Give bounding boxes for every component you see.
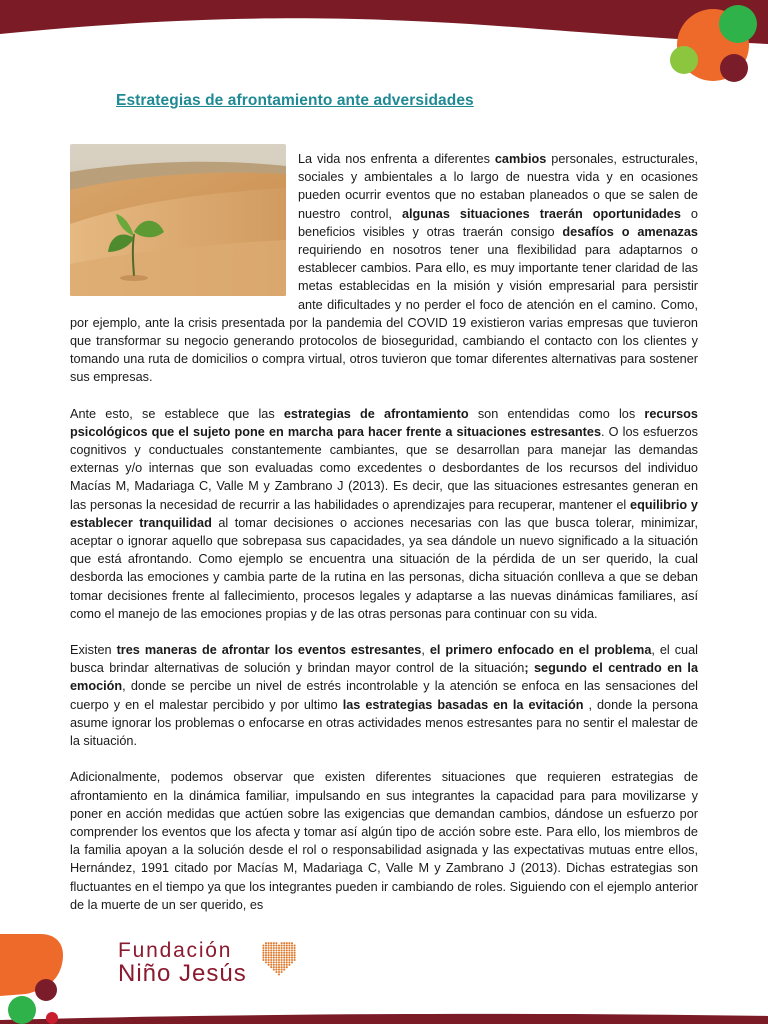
heart-dot — [294, 945, 296, 947]
heart-dot — [268, 945, 270, 947]
paragraph-2: Ante esto, se establece que las estrategias de afrontamiento son entendidas como los recursos psicológicos que el sujeto pone en marcha para hacer frente a situaciones estresantes. O los esfuerzos cognitivos y conductuales constantemente cambiantes, que se desarrollan para manejar las demandas externas y/o internas que son evaluadas como excedentes o desbordantes de los recursos del individuo Macías M, Madariaga C, Valle M y Zambrano J (2013). Es decir, que las situaciones estresantes generan en las personas la necesidad de recurrir a las habilidades o aprendizajes para recuperar, mantener el equilibrio y establecer tranquilidad al tomar decisiones o acciones necesarias con las que busca tolerar, minimizar, aceptar o ignorar aquello que sobrepasa sus capacidades, ya sea dándole un nuevo significado a la situación que está afrontando. Como ejemplo se encuentra una situación de la pérdida de un ser querido, la cual desborda las emociones y cambia parte de la rutina en las personas, dicha situación conlleva a que se deban tomar decisiones frente al fallecimiento, procesos legales y adaptarse a las nuevas dinámicas familiares, así como el manejo de las emociones propias y de las otras personas para continuar con su vida. — [70, 406, 698, 621]
heart-dot — [278, 949, 280, 951]
heart-dot — [283, 964, 285, 966]
heart-dots-icon — [256, 942, 302, 982]
heart-dot — [265, 952, 267, 954]
logo-line-2: Niño Jesús — [118, 960, 247, 987]
heart-dot — [265, 947, 267, 949]
heart-dot — [262, 959, 264, 961]
heart-dot — [270, 954, 272, 956]
heart-dot — [275, 949, 277, 951]
deco-darkred-circle-footer — [35, 979, 57, 1001]
heart-dot — [268, 959, 270, 961]
header-decoration — [0, 0, 768, 90]
heart-dot — [281, 964, 283, 966]
heart-dot — [265, 959, 267, 961]
heart-dot — [268, 961, 270, 963]
heart-dot — [281, 952, 283, 954]
heart-dot — [281, 947, 283, 949]
heart-dot — [288, 959, 290, 961]
heart-dot — [265, 945, 267, 947]
heart-dot — [288, 945, 290, 947]
header-maroon-band — [0, 0, 768, 44]
heart-dot — [278, 945, 280, 947]
heart-dot — [262, 952, 264, 954]
heart-dot — [283, 947, 285, 949]
heart-dot — [291, 957, 293, 959]
heart-dot — [278, 969, 280, 971]
heart-dot — [273, 959, 275, 961]
heart-dot — [281, 942, 283, 944]
heart-dot — [278, 959, 280, 961]
heart-dot — [262, 949, 264, 951]
sprout-in-desert-photo — [70, 144, 286, 296]
heart-dot — [283, 966, 285, 968]
heart-dot — [288, 942, 290, 944]
heart-dot — [268, 957, 270, 959]
heart-dot — [262, 945, 264, 947]
heart-dot — [286, 954, 288, 956]
heart-dot — [265, 949, 267, 951]
heart-dot — [278, 961, 280, 963]
heart-dot — [294, 959, 296, 961]
heart-dot — [268, 964, 270, 966]
heart-dot — [270, 947, 272, 949]
heart-dot — [270, 957, 272, 959]
heart-dot — [291, 945, 293, 947]
heart-dot — [283, 945, 285, 947]
heart-dot — [288, 957, 290, 959]
heart-dot — [275, 966, 277, 968]
heart-dot — [278, 957, 280, 959]
heart-dot — [275, 942, 277, 944]
heart-dot — [291, 952, 293, 954]
heart-dot — [288, 964, 290, 966]
heart-dot — [270, 942, 272, 944]
footer-maroon-band — [0, 1014, 768, 1024]
heart-dot — [273, 957, 275, 959]
heart-dot — [291, 947, 293, 949]
heart-dot — [275, 969, 277, 971]
fundacion-logo — [118, 940, 247, 986]
heart-dot — [275, 952, 277, 954]
heart-dot — [281, 949, 283, 951]
heart-dot — [270, 961, 272, 963]
heart-dot — [283, 961, 285, 963]
heart-dot — [283, 949, 285, 951]
heart-dot — [275, 959, 277, 961]
heart-dot — [275, 961, 277, 963]
heart-dot — [291, 954, 293, 956]
heart-dot — [265, 961, 267, 963]
paragraph-3: Existen tres maneras de afrontar los eventos estresantes, el primero enfocado en el problema, el cual busca brindar alternativas de solución y brindan mayor control de la situación; segundo el centrado en la emoción, donde se percibe un nivel de estrés incontrolable y la atención se enfoca en las sensaciones del cuerpo y en el malestar percibido y por ultimo las estrategias basadas en la evitación , donde la persona asume ignorar los problemas o enfocarse en otras actividades menos estresantes para no sentir el malestar de la situación. — [70, 643, 698, 749]
paragraph-4: Adicionalmente, podemos observar que existen diferentes situaciones que requieren estrategias de afrontamiento en la dinámica familiar, impulsando en sus integrantes la capacidad para para movilizarse y poner en acción medidas que actúen sobre las exigencias que demandan cambios, dándose un esfuerzo por comprender los eventos que los afecta y tomar así algún tipo de acción sobre este. Para ello, los miembros de la familia apoyan a la solución desde el rol o responsabilidad asignada y las expectativas mutuas entre ellos, Hernández, 1991 citado por Macías M, Madariaga C, Valle M y Zambrano J (2013). Dichas estrategias son fluctuantes en el tiempo ya que los integrantes pueden ir cambiando de roles. Siguiendo con el ejemplo anterior de la muerte de un ser querido, es — [70, 770, 698, 912]
heart-dot — [273, 969, 275, 971]
heart-dot — [265, 957, 267, 959]
heart-dot — [275, 957, 277, 959]
heart-dot — [291, 959, 293, 961]
heart-dot — [278, 947, 280, 949]
heart-dot — [286, 961, 288, 963]
deco-red-dot-footer — [46, 1012, 58, 1024]
heart-dot — [270, 949, 272, 951]
heart-dot — [270, 966, 272, 968]
heart-dot — [283, 942, 285, 944]
heart-dot — [288, 947, 290, 949]
logo-line-1: Fundación — [118, 939, 233, 962]
body-text — [70, 150, 698, 932]
heart-dot — [286, 947, 288, 949]
heart-dot — [275, 964, 277, 966]
heart-dot — [275, 945, 277, 947]
heart-dot — [281, 957, 283, 959]
heart-dot — [268, 952, 270, 954]
heart-dot — [281, 945, 283, 947]
page-title: Estrategias de afrontamiento ante adversidades — [116, 92, 474, 109]
heart-dot — [273, 949, 275, 951]
heart-dot — [281, 954, 283, 956]
heart-dot — [278, 971, 280, 973]
heart-dot — [286, 966, 288, 968]
heart-dot — [294, 957, 296, 959]
heart-dot — [281, 959, 283, 961]
heart-dot — [286, 957, 288, 959]
heart-dot — [286, 945, 288, 947]
heart-dot — [291, 949, 293, 951]
heart-dot — [294, 952, 296, 954]
heart-dot — [273, 945, 275, 947]
heart-dot — [294, 949, 296, 951]
heart-dot — [273, 952, 275, 954]
heart-dot — [288, 954, 290, 956]
heart-dot — [278, 954, 280, 956]
heart-dot — [262, 954, 264, 956]
heart-dot — [281, 971, 283, 973]
heart-dot — [283, 957, 285, 959]
heart-dot — [291, 942, 293, 944]
heart-dot — [286, 964, 288, 966]
heart-dot — [294, 954, 296, 956]
heart-dot — [273, 961, 275, 963]
heart-dot — [270, 964, 272, 966]
heart-dot — [283, 952, 285, 954]
deco-lightgreen-circle — [670, 46, 698, 74]
heart-dot — [270, 945, 272, 947]
heart-dot — [281, 966, 283, 968]
heart-dot — [262, 957, 264, 959]
heart-dot — [288, 952, 290, 954]
heart-dot — [286, 959, 288, 961]
heart-dot — [291, 961, 293, 963]
heart-dot — [268, 949, 270, 951]
heart-dot — [281, 961, 283, 963]
deco-green-circle — [719, 5, 757, 43]
heart-dot — [273, 966, 275, 968]
deco-green-circle-footer — [8, 996, 36, 1024]
heart-dot — [268, 947, 270, 949]
heart-dot — [283, 954, 285, 956]
heart-dot — [278, 952, 280, 954]
heart-dot — [265, 942, 267, 944]
heart-dot — [273, 947, 275, 949]
heart-dot — [294, 947, 296, 949]
heart-dot — [278, 964, 280, 966]
heart-dot — [283, 959, 285, 961]
heart-dot — [270, 959, 272, 961]
heart-dot — [286, 949, 288, 951]
deco-darkred-circle — [720, 54, 748, 82]
heart-dot — [262, 947, 264, 949]
heart-dot — [270, 952, 272, 954]
heart-dot — [288, 949, 290, 951]
footer-decoration — [0, 924, 768, 1024]
heart-dot — [275, 971, 277, 973]
paragraph-1: La vida nos enfrenta a diferentes cambios personales, estructurales, sociales y ambientales a lo largo de nuestra vida y en ocasiones pueden ocurrir eventos que no estaban planeados o que se salen de nuestro control, algunas situaciones traerán oportunidades o beneficios visibles y otras traerán consigo desafíos o amenazas requiriendo en nosotros tener una flexibilidad para adaptarnos o establecer cambios. Para ello, es muy importante tener claridad de las metas establecidas en la misión y visión empresarial para persistir ante dificultades y no perder el foco de atención en el camino. Como, por ejemplo, ante la crisis presentada por la pandemia del COVID 19 existieron varias empresas que tuvieron que transformar su negocio generando protocolos de bioseguridad, cambiando el contacto con los clientes y tomando una ruta de domicilios o compra virtual, otros tuvieron que tomar diferentes alternativas para sostener sus empresas. — [70, 152, 698, 385]
heart-dot — [275, 947, 277, 949]
heart-dot — [273, 942, 275, 944]
heart-dot — [281, 969, 283, 971]
heart-dot — [286, 942, 288, 944]
heart-dot — [275, 954, 277, 956]
heart-dot — [288, 961, 290, 963]
heart-dot — [268, 954, 270, 956]
heart-dot — [286, 952, 288, 954]
heart-dot — [278, 973, 280, 975]
heart-dot — [265, 954, 267, 956]
heart-dot — [283, 969, 285, 971]
heart-dot — [268, 942, 270, 944]
heart-dot — [273, 964, 275, 966]
heart-dot — [273, 954, 275, 956]
heart-dot — [278, 966, 280, 968]
